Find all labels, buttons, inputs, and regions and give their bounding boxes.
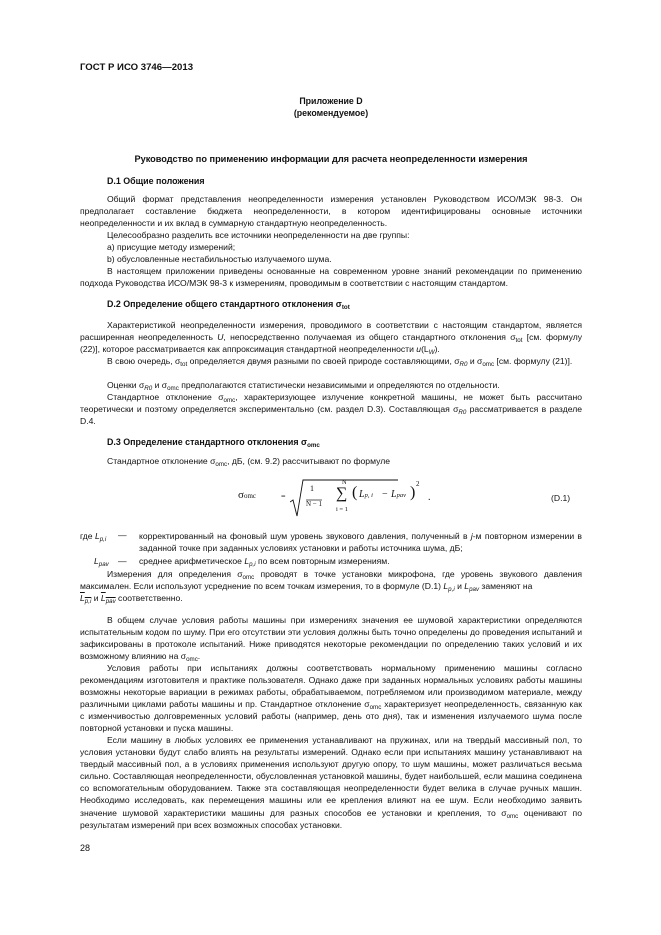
formula-number: (D.1): [551, 493, 571, 503]
formula-term-lpi: Lp, i: [359, 489, 373, 500]
formula-sum-bottom: i = 1: [336, 506, 348, 513]
formula-lhs: σomc: [238, 489, 256, 501]
d2-paragraph-2: В свою очередь, $\sigma_{tot}$ определяется двумя разными по своей природе составляющими, $\sigma_{R0}$ и $\sigma_{omc}$ [см. формулу (21)].: [107, 356, 573, 368]
section-d3-title: D.3 Определение стандартного отклонения $\sigma_{omc}$: [107, 437, 320, 449]
d3-paragraph-1: Стандартное отклонение $\sigma_{omc}$, дБ, (см. 9.2) рассчитывают по формуле: [107, 456, 390, 468]
formula-sum-sign: ∑: [336, 485, 348, 502]
formula-equals: =: [281, 492, 286, 501]
where-sym-2: $L_{pav}$: [94, 556, 109, 568]
appendix-subtitle: (рекомендуемое): [293, 108, 369, 118]
formula-paren-close: ): [410, 484, 416, 501]
d3-paragraph-5: Если машину в любых условиях ее применения устанавливают на пружинах, или на твердый массивный пол, то условия установки будут слабо влиять на результаты измерений. Однако если при испытаниях машину устанавливают на твердый массивный пол, а в условиях применения используют другую опору, то шум машины, может различаться весьма сильно. Составляющая неопределенности, обусловленная установкой машины, будет наибольшей, если машина соединена со вспомогательным оборудованием. Также эта составляющая неопределенности будет велика в случае ручных машин. Необходимо исследовать, как перемещения машины или ее крепления влияют на ее шум. Если необходимо заявить значение шумовой характеристики машины для разных способов ее установки и крепления, то $\sigma_{omc}$ оценивают по результатам измерений при всех возможных способах установки.: [80, 735, 582, 830]
d1-list-item-b: b) обусловленные нестабильностью излучаемого шума.: [107, 254, 332, 264]
formula-numerator: 1: [310, 484, 314, 493]
d3-paragraph-3: В общем случае условия работы машины при измерениях значения ее шумовой характеристики определяются испытательным кодом по шуму. При его отсутствии эти условия должны быть точно определены до проведения испытаний и зафиксированы в протоколе испытаний. Ниже приводятся некоторые рекомендации по определению таких условий и их возможному влиянию на $\sigma_{omc}$.: [80, 615, 582, 664]
appendix-title: Приложение D: [299, 96, 363, 106]
d3-paragraph-4: Условия работы при испытаниях должны соответствовать нормальному применению машины согласно рекомендациям изготовителя и практике пользователя. Однако даже при заданных нормальных условиях работы машины возможны некоторые вариации в режимах работы, обрабатываемом, потребляемом или производимом материале, между различными циклами работы машины и пр. Стандартное отклонение $\sigma_{omc}$ характеризует неопределенность, связанную как с изменчивостью долговременных условий работы (например, день ото дня), так и изменения излучаемого шума после повторной установки и пуска машины.: [80, 663, 582, 734]
d2-paragraph-3: Оценки $\sigma_{R0}$ и $\sigma_{omc}$ предполагаются статистически независимыми и определяются по отдельности.: [107, 380, 500, 392]
d1-paragraph-1: Общий формат представления неопределенности измерения установлен Руководством ИСО/МЭК 98-3. Он предполагает составление бюджета неопределенности, в котором идентифицированы основные источники неопределенности и их вклад в суммарную стандартную неопределенность.: [80, 194, 582, 229]
formula-denominator: N − 1: [306, 500, 323, 508]
where-def-2: среднее арифметическое $L_{p,i}$ по всем повторным измерениям.: [139, 556, 390, 568]
d2-paragraph-4: Стандартное отклонение $\sigma_{omc}$, характеризующее излучение конкретной машины, не может быть рассчитано теоретически и поэтому определяется экспериментально (см. раздел D.3). Составляющая $\sigma_{R0}$ рассматривается в разделе D.4.: [80, 392, 582, 427]
d2-paragraph-1: Характеристикой неопределенности измерения, проводимого в соответствии с настоящим стандартом, является расширенная неопределенность U, непосредственно получаемая из общего стандартного отклонения $\sigma_{tot}$ [см. формулу (22)], которое рассматривается как аппроксимация стандартной неопределенности $u(L_W)$.: [80, 320, 583, 357]
main-title: Руководство по применению информации для расчета неопределенности измерения: [134, 154, 528, 164]
document-header: ГОСТ Р ИСО 3746—2013: [80, 62, 194, 73]
formula-minus: −: [382, 489, 388, 500]
d1-list-item-a: a) присущие методу измерений;: [107, 242, 236, 252]
where-def-1: корректированный на фоновый шум уровень звукового давления, полученный в j-м повторном измерении в заданной точке при заданных условиях установки и работы источника шума, дБ;: [139, 531, 582, 553]
d1-paragraph-3: В настоящем приложении приведены основанные на современном уровне знаний рекомендации по применению подхода Руководства ИСО/МЭК 98-3 к измерениям, проводимым в соответствии с настоящим стандартом.: [80, 266, 582, 289]
formula-term-lpav: Lpav: [391, 489, 406, 500]
where-dash-2: —: [118, 556, 127, 566]
where-label: где $L_{p,i}$: [80, 531, 107, 543]
section-d1-title: D.1 Общие положения: [107, 176, 205, 186]
d3-paragraph-2: Измерения для определения $\sigma_{omc}$ проводят в точке установки микрофона, где уровень звукового давления максимален. Если используют усреднение по всем точкам измерения, то в формуле (D.1) $L_{p,i}$ и $L_{pav}$ заменяют на $\overline{L}_{p,i}$ и $\overline{L}_{\overline{pav}}$ соответственно.: [80, 569, 582, 606]
formula-period: .: [428, 492, 431, 503]
where-dash-1: —: [118, 530, 127, 540]
section-d2-title: D.2 Определение общего стандартного отклонения $\sigma_{tot}$: [107, 299, 350, 311]
formula-sum-top: N: [342, 479, 347, 486]
d1-paragraph-2: Целесообразно разделить все источники неопределенности на две группы:: [107, 230, 410, 240]
page-number: 28: [80, 843, 91, 853]
formula-paren-open: (: [352, 484, 358, 501]
formula-exponent: 2: [416, 480, 420, 488]
